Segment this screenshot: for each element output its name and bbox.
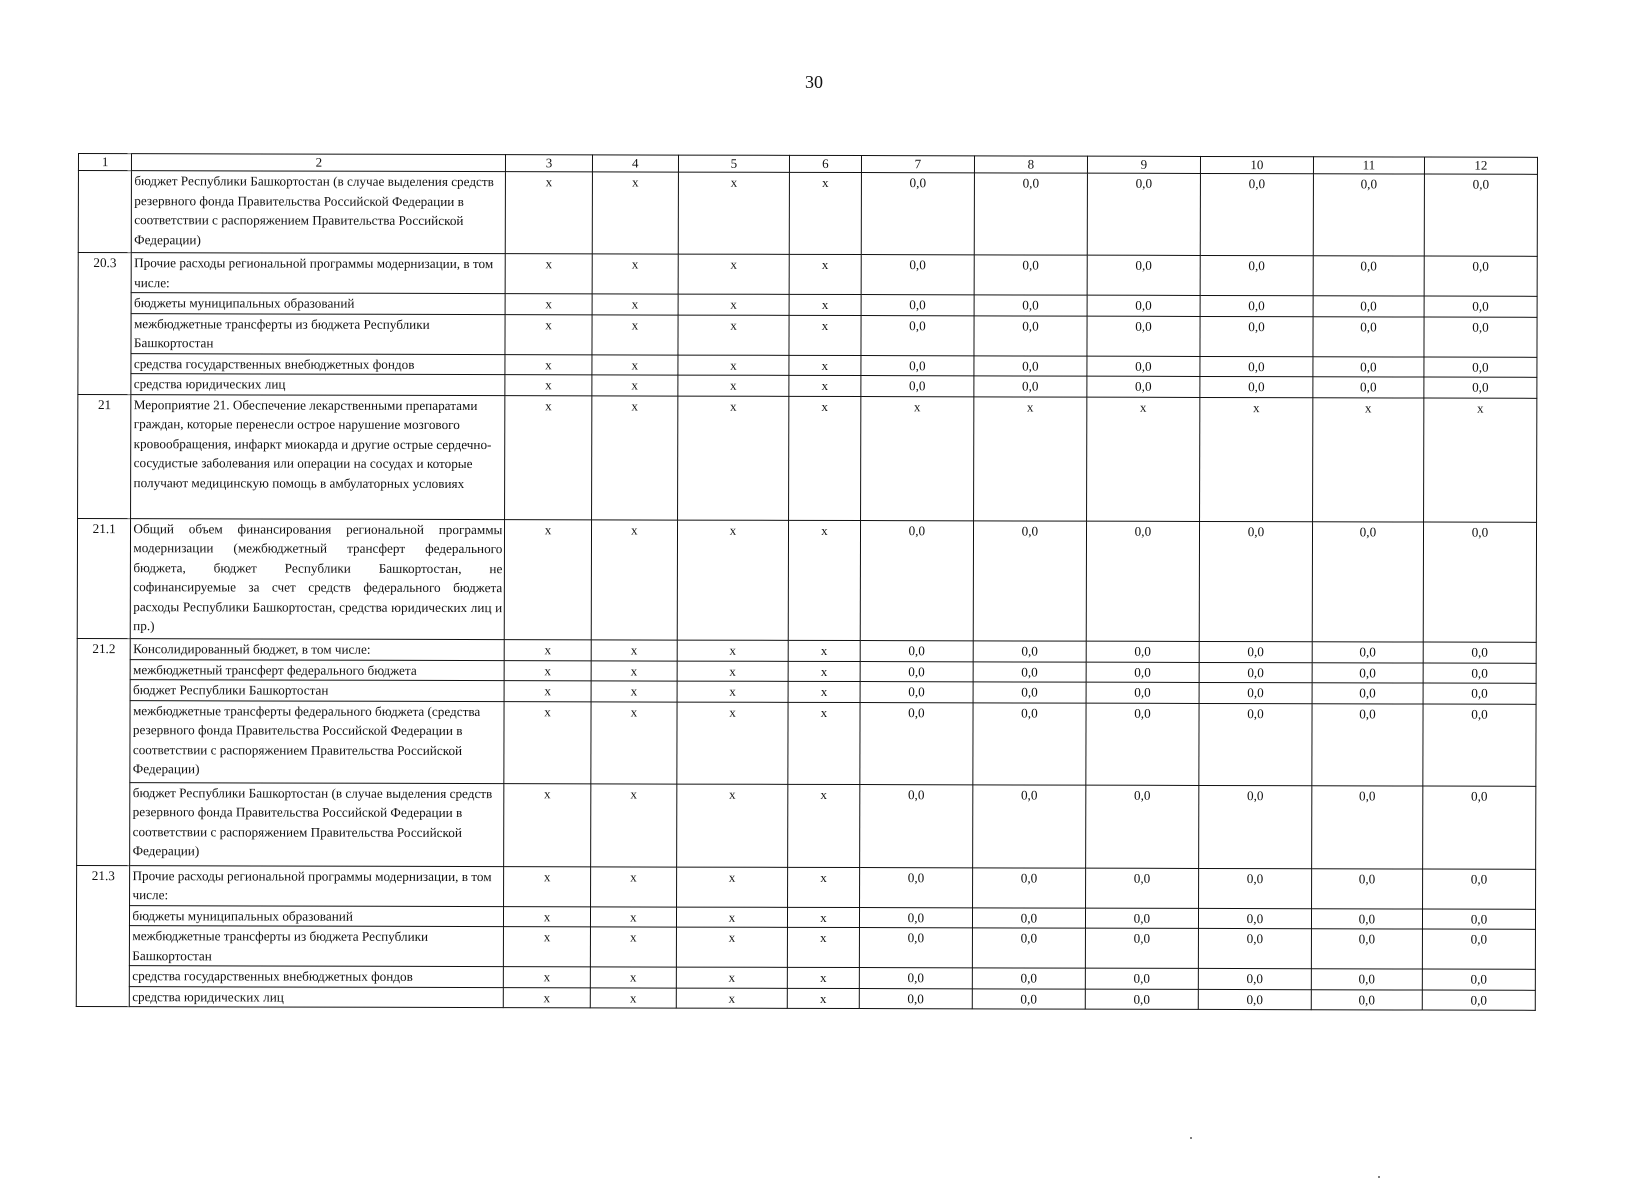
value-cell: x [787, 967, 859, 988]
value-cell: x [788, 702, 860, 784]
value-cell: x [973, 396, 1086, 520]
table-row [76, 925, 1535, 969]
value-cell: 0,0 [974, 315, 1087, 355]
table-row [78, 253, 1537, 297]
value-cell: x [678, 294, 789, 315]
value-cell: x [788, 784, 860, 867]
value-cell: 0,0 [1200, 173, 1313, 255]
value-cell: 0,0 [1311, 908, 1422, 929]
value-cell: 0,0 [1086, 703, 1199, 785]
header-cell: 5 [678, 155, 789, 172]
scan-speck [1190, 1137, 1192, 1139]
value-cell: x [591, 395, 678, 519]
value-cell: x [677, 784, 788, 867]
value-cell: x [677, 702, 788, 784]
value-cell: x [678, 375, 789, 396]
header-cell: 1 [78, 154, 131, 171]
row-description-cell: средства юридических лиц [130, 986, 504, 1007]
value-cell: x [504, 783, 591, 866]
row-description-cell: Прочие расходы региональной программы модернизации, в том числе: [130, 865, 504, 906]
value-cell: 0,0 [1087, 173, 1200, 255]
value-cell: 0,0 [860, 661, 973, 682]
value-cell: x [788, 681, 860, 702]
row-description-cell: Прочие расходы региональной программы модернизации, в том числе: [132, 253, 506, 294]
value-cell: x [678, 172, 789, 254]
value-cell: x [1312, 397, 1423, 521]
table-row [77, 700, 1536, 786]
value-cell: 0,0 [1085, 928, 1198, 968]
row-number-cell [78, 171, 132, 253]
value-cell: x [788, 661, 860, 682]
value-cell: x [678, 254, 789, 294]
value-cell: x [676, 907, 787, 928]
value-cell: 0,0 [974, 376, 1087, 397]
header-cell: 11 [1313, 157, 1424, 174]
value-cell: 0,0 [1086, 641, 1199, 662]
value-cell: 0,0 [861, 355, 974, 376]
value-cell: x [787, 907, 859, 928]
value-cell: x [505, 314, 591, 354]
value-cell: 0,0 [1422, 990, 1535, 1011]
value-cell: 0,0 [973, 520, 1086, 640]
value-cell: 0,0 [861, 173, 974, 255]
value-cell: 0,0 [1422, 869, 1535, 909]
value-cell: 0,0 [859, 928, 972, 968]
value-cell: 0,0 [1313, 316, 1424, 356]
row-description-cell: бюджет Республики Башкортостан (в случае выделения средств резервного фонда Правительства Российской Федерации в соответствии с распоряжением Правительства Российской Федерации) [132, 171, 506, 254]
row-number-cell: 20.3 [78, 253, 132, 395]
value-cell: 0,0 [973, 682, 1086, 703]
value-cell: x [591, 660, 677, 681]
value-cell: x [590, 866, 676, 906]
value-cell: x [677, 867, 788, 907]
value-cell: x [860, 396, 973, 520]
value-cell: 0,0 [972, 907, 1085, 928]
value-cell: x [505, 375, 591, 396]
row-description-cell: Общий объем финансирования региональной программы модернизации (межбюджетный трансферт федерального бюджета, бюджет Республики Башкортостан, не софинансируемые за счет средств федерального бюджета расходы Республики Башкортостан, средства юридических лиц и пр.) [131, 518, 505, 639]
value-cell: x [505, 660, 591, 681]
value-cell: 0,0 [1199, 785, 1312, 868]
value-cell: x [590, 987, 676, 1008]
value-cell: x [506, 254, 592, 294]
value-cell: 0,0 [860, 520, 973, 640]
row-description-cell: Мероприятие 21. Обеспечение лекарственными препаратами граждан, которые перенесли острое нарушение мозгового кровообращения, инфаркт миокарда и другие острые сердечно-сосудистые заболевания или операции на сосудах и которые получают медицинскую помощь в амбулаторных условиях [131, 394, 505, 519]
value-cell: x [504, 681, 590, 702]
value-cell: x [789, 375, 861, 396]
value-cell: x [592, 314, 678, 354]
header-cell: 2 [132, 154, 506, 172]
value-cell: x [504, 967, 590, 988]
value-cell: x [504, 701, 591, 783]
value-cell: x [676, 967, 787, 988]
value-cell: x [591, 681, 677, 702]
value-cell: 0,0 [1313, 256, 1424, 296]
value-cell: 0,0 [1200, 295, 1313, 316]
header-cell: 4 [592, 155, 678, 172]
value-cell: 0,0 [861, 295, 974, 316]
value-cell: x [677, 520, 788, 640]
row-description-cell: межбюджетные трансферты федерального бюджета (средства резервного фонда Правительства Российской Федерации в соответствии с распоряжением Правительства Российской Федерации) [130, 700, 504, 783]
value-cell: 0,0 [1424, 174, 1537, 256]
value-cell: 0,0 [1199, 682, 1312, 703]
value-cell: 0,0 [1423, 663, 1536, 684]
row-description-cell: межбюджетный трансферт федерального бюджета [131, 659, 505, 680]
value-cell: 0,0 [972, 928, 1085, 968]
row-description-cell: средства юридических лиц [131, 374, 505, 395]
value-cell: x [505, 395, 592, 519]
table-row [77, 782, 1536, 869]
row-description-cell: бюджет Республики Башкортостан [130, 680, 504, 701]
value-cell: 0,0 [1198, 928, 1311, 968]
value-cell: x [678, 396, 789, 520]
value-cell: x [504, 906, 590, 927]
value-cell: x [1086, 397, 1199, 521]
value-cell: x [505, 519, 592, 639]
value-cell: 0,0 [1313, 356, 1424, 377]
value-cell: 0,0 [1311, 969, 1422, 990]
value-cell: 0,0 [1312, 703, 1423, 785]
value-cell: 0,0 [1312, 521, 1423, 641]
value-cell: 0,0 [1200, 316, 1313, 356]
value-cell: x [787, 867, 859, 907]
header-cell: 12 [1424, 157, 1537, 174]
value-cell: x [787, 988, 859, 1009]
row-description-cell: средства государственных внебюджетных фондов [131, 353, 505, 374]
value-cell: 0,0 [860, 702, 973, 784]
value-cell: 0,0 [859, 988, 972, 1009]
value-cell: x [789, 355, 861, 376]
value-cell: 0,0 [1313, 296, 1424, 317]
value-cell: 0,0 [859, 907, 972, 928]
value-cell: 0,0 [1200, 356, 1313, 377]
value-cell: 0,0 [1199, 521, 1312, 641]
value-cell: 0,0 [1085, 908, 1198, 929]
value-cell: 0,0 [1085, 989, 1198, 1010]
value-cell: 0,0 [1312, 785, 1423, 868]
value-cell: 0,0 [859, 968, 972, 989]
value-cell: x [590, 906, 676, 927]
page-number: 30 [805, 72, 823, 92]
value-cell: 0,0 [1198, 989, 1311, 1010]
value-cell: 0,0 [1087, 316, 1200, 356]
value-cell: 0,0 [1424, 296, 1537, 317]
value-cell: x [590, 783, 677, 866]
value-cell: 0,0 [974, 255, 1087, 295]
value-cell: 0,0 [1087, 356, 1200, 377]
table-body [76, 171, 1537, 1011]
value-cell: 0,0 [974, 173, 1087, 255]
value-cell: 0,0 [1313, 174, 1424, 256]
table-row [78, 313, 1537, 357]
value-cell: x [789, 254, 861, 294]
value-cell: 0,0 [1086, 785, 1199, 868]
value-cell: x [678, 355, 789, 376]
value-cell: x [592, 254, 678, 294]
value-cell: 0,0 [1424, 357, 1537, 378]
scan-speck [1378, 1176, 1380, 1178]
value-cell: 0,0 [1085, 968, 1198, 989]
value-cell: 0,0 [972, 867, 1085, 907]
header-cell: 10 [1200, 156, 1313, 173]
header-cell: 6 [789, 155, 861, 172]
value-cell: x [1423, 398, 1536, 522]
row-description-cell: бюджет Республики Башкортостан (в случае выделения средств резервного фонда Правительства Российской Федерации в соответствии с распоряжением Правительства Российской Федерации) [130, 782, 504, 866]
value-cell: 0,0 [1087, 376, 1200, 397]
value-cell: 0,0 [973, 661, 1086, 682]
value-cell: x [676, 927, 787, 967]
row-number-cell: 21.2 [77, 638, 131, 865]
value-cell: x [504, 987, 590, 1008]
budget-table [76, 153, 1538, 1011]
value-cell: 0,0 [860, 784, 973, 867]
value-cell: 0,0 [1087, 295, 1200, 316]
value-cell: 0,0 [1423, 522, 1536, 642]
value-cell: x [676, 988, 787, 1009]
value-cell: x [591, 519, 678, 639]
value-cell: 0,0 [973, 640, 1086, 661]
value-cell: x [677, 640, 788, 661]
row-number-cell: 21.3 [76, 865, 130, 1007]
table-row [78, 394, 1537, 522]
table-row [76, 986, 1535, 1010]
value-cell: 0,0 [1424, 377, 1537, 398]
header-cell: 7 [861, 156, 974, 173]
value-cell: x [505, 294, 591, 315]
value-cell: x [504, 866, 590, 906]
value-cell: x [787, 927, 859, 967]
value-cell: x [592, 172, 679, 254]
value-cell: x [592, 354, 678, 375]
table-row [77, 518, 1536, 642]
value-cell: 0,0 [1422, 909, 1535, 930]
value-cell: 0,0 [973, 702, 1086, 784]
value-cell: 0,0 [1423, 642, 1536, 663]
value-cell: x [592, 375, 678, 396]
value-cell: 0,0 [861, 376, 974, 397]
header-cell: 8 [974, 156, 1087, 173]
value-cell: 0,0 [861, 315, 974, 355]
value-cell: x [789, 172, 861, 254]
row-number-cell: 21.1 [77, 518, 131, 638]
value-cell: 0,0 [1424, 317, 1537, 357]
value-cell: x [505, 639, 591, 660]
value-cell: x [591, 639, 677, 660]
value-cell: 0,0 [1087, 255, 1200, 295]
value-cell: 0,0 [1312, 641, 1423, 662]
value-cell: x [592, 294, 678, 315]
value-cell: 0,0 [1199, 662, 1312, 683]
value-cell: x [677, 661, 788, 682]
value-cell: 0,0 [859, 867, 972, 907]
value-cell: x [504, 927, 590, 967]
value-cell: 0,0 [1198, 908, 1311, 929]
value-cell: x [678, 315, 789, 355]
value-cell: 0,0 [1200, 255, 1313, 295]
value-cell: x [591, 701, 678, 783]
value-cell: 0,0 [1085, 868, 1198, 908]
row-description-cell: межбюджетные трансферты из бюджета Республики Башкортостан [130, 926, 504, 967]
value-cell: 0,0 [1422, 969, 1535, 990]
value-cell: 0,0 [1312, 683, 1423, 704]
row-number-cell: 21 [78, 394, 132, 518]
table-row [77, 865, 1536, 909]
row-description-cell: бюджеты муниципальных образований [132, 293, 506, 314]
value-cell: 0,0 [1423, 704, 1536, 786]
value-cell: 0,0 [1312, 662, 1423, 683]
row-description-cell: Консолидированный бюджет, в том числе: [131, 638, 505, 660]
value-cell: 0,0 [1200, 376, 1313, 397]
value-cell: 0,0 [1423, 786, 1536, 869]
row-description-cell: межбюджетные трансферты из бюджета Республики Башкортостан [131, 313, 505, 354]
value-cell: 0,0 [973, 784, 1086, 867]
value-cell: x [590, 927, 676, 967]
value-cell: 0,0 [861, 255, 974, 295]
value-cell: 0,0 [1422, 929, 1535, 969]
value-cell: 0,0 [1423, 683, 1536, 704]
value-cell: x [788, 520, 860, 640]
value-cell: 0,0 [1311, 989, 1422, 1010]
table-row [78, 171, 1537, 257]
value-cell: 0,0 [1199, 703, 1312, 785]
value-cell: 0,0 [1311, 929, 1422, 969]
header-cell: 9 [1087, 156, 1200, 173]
value-cell: 0,0 [1313, 377, 1424, 398]
value-cell: 0,0 [974, 295, 1087, 316]
value-cell: x [788, 640, 860, 661]
value-cell: 0,0 [972, 988, 1085, 1009]
value-cell: 0,0 [1424, 256, 1537, 296]
row-description-cell: бюджеты муниципальных образований [130, 905, 504, 926]
value-cell: x [506, 172, 593, 254]
value-cell: 0,0 [1198, 968, 1311, 989]
value-cell: x [505, 354, 591, 375]
value-cell: 0,0 [1198, 868, 1311, 908]
value-cell: 0,0 [1086, 682, 1199, 703]
value-cell: 0,0 [1199, 641, 1312, 662]
row-description-cell: средства государственных внебюджетных фондов [130, 966, 504, 987]
value-cell: x [1199, 397, 1312, 521]
value-cell: 0,0 [1086, 662, 1199, 683]
value-cell: 0,0 [1311, 868, 1422, 908]
value-cell: 0,0 [974, 355, 1087, 376]
value-cell: x [788, 396, 860, 520]
value-cell: 0,0 [860, 682, 973, 703]
value-cell: x [590, 967, 676, 988]
header-cell: 3 [506, 155, 592, 172]
value-cell: 0,0 [1086, 521, 1199, 641]
value-cell: 0,0 [860, 640, 973, 661]
value-cell: x [789, 294, 861, 315]
value-cell: 0,0 [972, 968, 1085, 989]
value-cell: x [677, 681, 788, 702]
value-cell: x [789, 315, 861, 355]
